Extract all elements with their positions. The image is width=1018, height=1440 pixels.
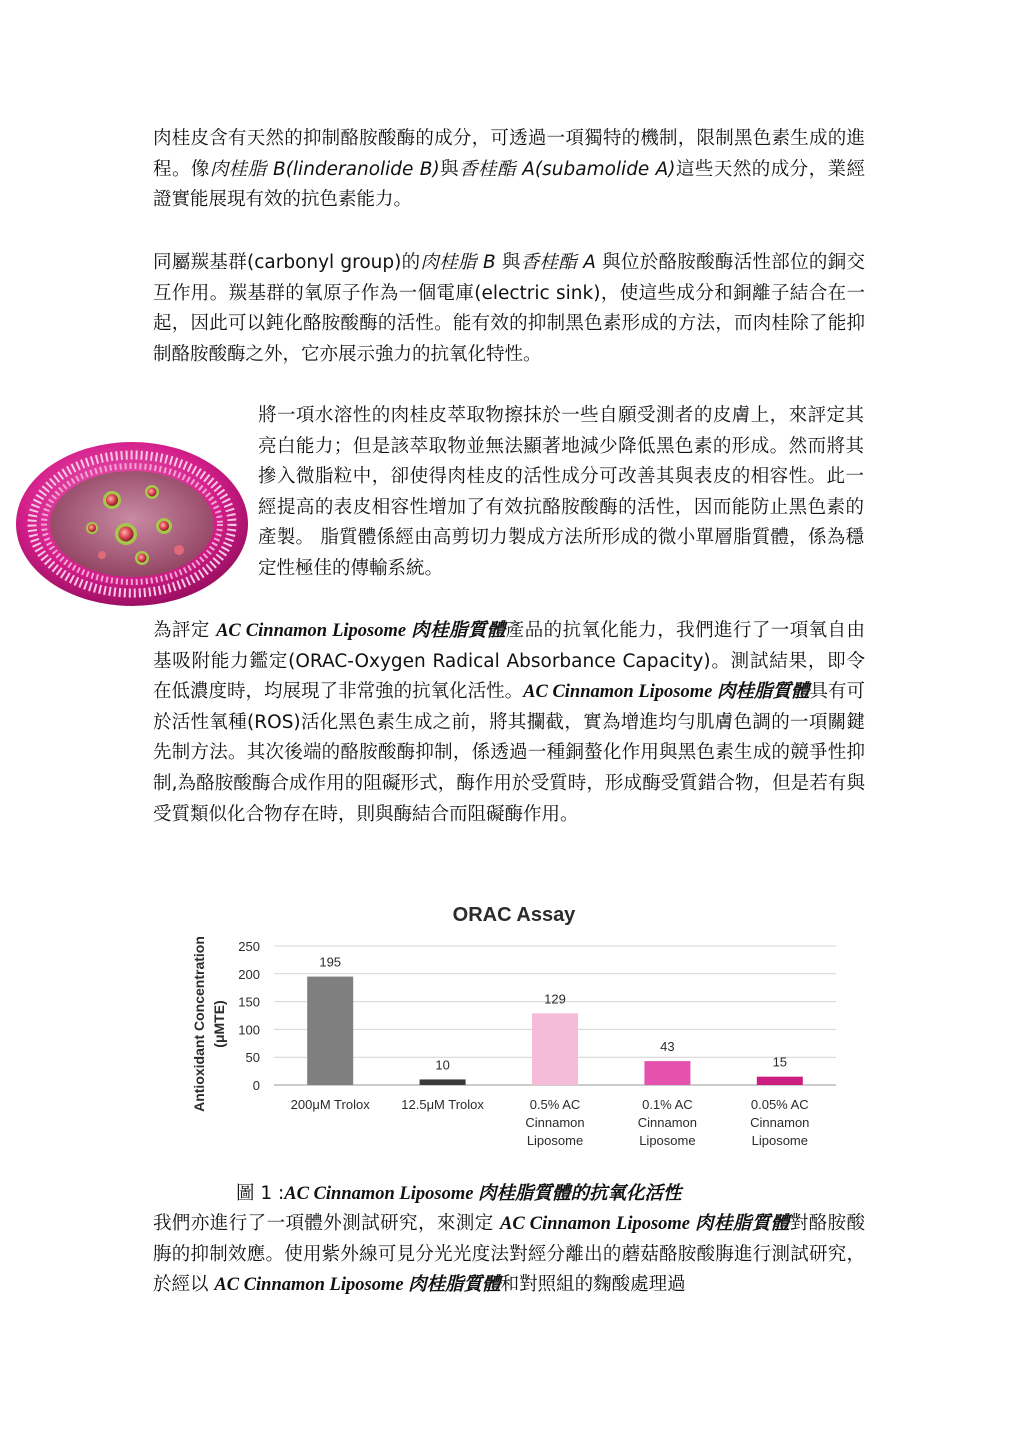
bar: [420, 1079, 466, 1085]
bar: [307, 977, 353, 1085]
x-category-label: Cinnamon: [637, 1115, 698, 1130]
text-run: 對酪胺酸脢的抑制效應。使用紫外線可見分光光度法對經分離出的蘑菇酪胺酸脢進行測試研究，於經以: [153, 1213, 865, 1296]
orac-assay-chart: [184, 892, 844, 1154]
y-axis-ticks: [238, 939, 260, 1093]
x-category-label: 0.05% AC: [750, 1097, 809, 1112]
x-category-label: Liposome: [751, 1133, 808, 1148]
product-name: AC Cinnamon Liposome 肉桂脂質體: [216, 621, 506, 641]
x-category-label: Liposome: [639, 1133, 696, 1148]
text-run: 產品的抗氧化能力，我們進行了一項氧自由基吸附能力鑑定(ORAC-Oxygen Radical Absorbance Capacity)。測試結果，即令在低濃度時，均展現了非常強的抗氧化活性。: [153, 620, 865, 703]
text-run: 與: [495, 252, 521, 273]
text-run: 肉桂皮含有天然的抑制酪胺酸酶的成分，可透過一項獨特的機制，限制黑色素生成的進程。像: [153, 128, 865, 180]
text-run: 與: [439, 158, 460, 180]
caption-text: AC Cinnamon Liposome 肉桂脂質體的抗氧化活性: [284, 1184, 682, 1204]
text-run: 同屬羰基群(carbonyl group)的: [153, 252, 421, 273]
paragraph-tyrosinase-study: [153, 1209, 865, 1301]
paragraph-cinnamon-intro: [153, 124, 865, 216]
y-tick-label: 250: [238, 939, 260, 954]
compound-subamolide: 香桂酯 A: [520, 252, 596, 273]
liposome-core: [50, 471, 214, 577]
chart-title: ORAC Assay: [452, 904, 576, 926]
x-category-label: 200μM Trolox: [290, 1097, 370, 1112]
x-category-label: 0.5% AC: [529, 1097, 581, 1112]
bar: [644, 1061, 690, 1085]
paragraph-liposome: [258, 401, 864, 585]
text-run: 為評定: [153, 620, 217, 641]
paragraph-carbonyl: [153, 248, 865, 370]
text-run: 將一項水溶性的肉桂皮萃取物擦抹於一些自願受測者的皮膚上，來評定其亮白能力；但是該萃取物並無法顯著地減少降低黑色素的形成。然而將其摻入微脂粒中，卻使得肉桂皮的活性成分可改善其與表皮的相容性。此一經提高的表皮相容性增加了有效抗酪胺酸酶的活性，因而能防止黑色素的產製。 脂質體係經由高剪切力製成方法所形成的微小單層脂質體，係為穩定性極佳的傳輸系統。: [258, 405, 864, 579]
bar: [532, 1013, 578, 1085]
x-category-label: Cinnamon: [750, 1115, 810, 1130]
y-tick-label: 150: [238, 994, 260, 1010]
y-tick-label: 200: [238, 966, 260, 982]
y-tick-label: 0: [252, 1078, 260, 1093]
text-run: 與位於酪胺酸酶活性部位的銅交互作用。羰基群的氧原子作為一個電庫(electric sink)，使這些成分和銅離子結合在一起，因此可以鈍化酪胺酸酶的活性。能有效的抑制黑色素形成的方法，而肉桂除了能抑制酪胺酸酶之外，它亦展示強力的抗氧化特性。: [153, 252, 865, 365]
text-run: 我們亦進行了一項體外測試研究，來測定: [153, 1213, 500, 1234]
x-category-label: Liposome: [526, 1133, 584, 1148]
product-name: AC Cinnamon Liposome 肉桂脂質體: [214, 1275, 501, 1296]
bar-value-label: 10: [435, 1057, 450, 1073]
bar-value-label: 129: [544, 991, 566, 1007]
product-name: AC Cinnamon Liposome 肉桂脂質體: [500, 1214, 790, 1234]
bar-value-label: 43: [660, 1039, 675, 1055]
caption-prefix: 圖 1 :: [236, 1183, 285, 1204]
x-category-label: Cinnamon: [525, 1115, 585, 1130]
bar-value-label: 15: [772, 1054, 788, 1070]
y-tick-label: 50: [245, 1050, 260, 1066]
text-run: 具有可於活性氧種(ROS)活化黑色素生成之前，將其攔截，實為增進均勻肌膚色調的一項關鍵先制方法。其次後端的酪胺酸酶抑制，係透過一種銅螯化作用與黑色素生成的競爭性抑制,為酪胺酸酶合成作用的阻礙形式，酶作用於受質時，形成酶受質錯合物，但是若有與受質類似化合物存在時，則與酶結合而阻礙酶作用。: [153, 681, 865, 825]
compound-linderanolide: 肉桂脂 B: [420, 252, 496, 273]
x-category-label: 12.5μM Trolox: [401, 1097, 484, 1112]
text-run: 這些天然的成分，業經證實能展現有效的抗色素能力。: [153, 158, 865, 211]
bar-value-label: 195: [319, 954, 342, 970]
compound-linderanolide: 肉桂脂 B(linderanolide B): [209, 158, 440, 180]
y-axis-label-line2: (μMTE): [211, 1000, 227, 1048]
y-axis-label-line1: Antioxidant Concentration: [191, 936, 207, 1112]
x-axis-labels: [291, 1097, 810, 1148]
text-run: 和對照組的麴酸處理過: [500, 1274, 686, 1296]
liposome-illustration: [14, 440, 252, 608]
y-axis-label: [191, 936, 227, 1112]
bar: [757, 1077, 803, 1085]
y-tick-label: 100: [238, 1022, 260, 1038]
paragraph-orac: [153, 616, 865, 830]
product-name: AC Cinnamon Liposome 肉桂脂質體: [523, 682, 810, 703]
figure-caption: [236, 1180, 682, 1208]
x-category-label: 0.1% AC: [642, 1097, 693, 1112]
compound-subamolide: 香桂酯 A(subamolide A): [459, 158, 676, 180]
